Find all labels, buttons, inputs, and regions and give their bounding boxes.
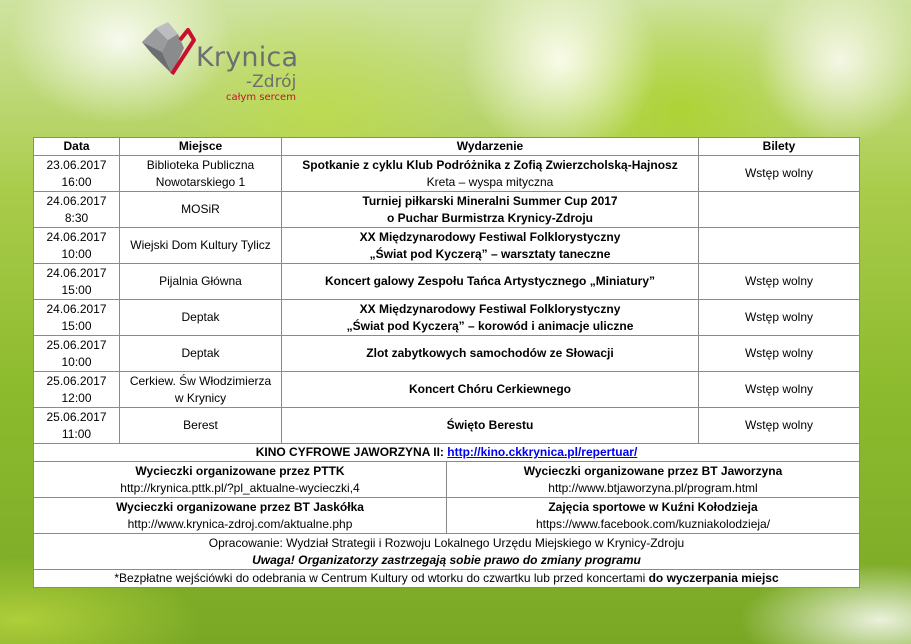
tickets-note-cell	[34, 570, 860, 588]
event-date-cell	[34, 336, 120, 372]
event-tickets: Wstęp wolny	[699, 336, 860, 372]
event-date: 24.06.2017	[46, 229, 107, 244]
event-title: Święto Berestu	[282, 408, 699, 444]
cinema-row	[34, 444, 860, 462]
event-time: 10:00	[61, 246, 92, 261]
trip-cell	[34, 462, 447, 498]
tickets-note-row	[34, 570, 860, 588]
table-row	[34, 408, 860, 444]
event-date-cell	[34, 408, 120, 444]
footer-cell	[34, 534, 860, 570]
event-place: Biblioteka Publiczna	[146, 157, 255, 172]
event-tickets: Wstęp wolny	[699, 408, 860, 444]
event-date-cell	[34, 192, 120, 228]
event-time: 10:00	[61, 354, 92, 369]
logo-title: Krynica	[196, 42, 299, 73]
table-header-row	[34, 138, 860, 156]
event-place-cell	[120, 156, 282, 192]
cinema-cell	[34, 444, 860, 462]
tickets-note-bold: do wyczerpania miejsc	[648, 571, 779, 585]
event-title-cell	[282, 300, 699, 336]
trip-url[interactable]: http://krynica.pttk.pl/?pl_aktualne-wycieczki,4	[120, 480, 360, 495]
event-title-cell	[282, 228, 699, 264]
event-tickets	[699, 192, 860, 228]
events-table	[33, 137, 860, 588]
table-row	[34, 336, 860, 372]
event-tickets: Wstęp wolny	[699, 372, 860, 408]
event-time: 12:00	[61, 390, 92, 405]
event-place-line2: w Krynicy	[174, 390, 227, 405]
trip-title: Wycieczki organizowane przez PTTK	[135, 463, 345, 478]
trip-title: Wycieczki organizowane przez BT Jaworzyna	[523, 463, 783, 478]
event-date: 25.06.2017	[46, 373, 107, 388]
event-tickets: Wstęp wolny	[699, 156, 860, 192]
trip-url[interactable]: http://www.krynica-zdroj.com/aktualne.php	[127, 516, 353, 531]
event-title: XX Międzynarodowy Festiwal Folklorystyczny	[359, 301, 621, 316]
trip-url[interactable]: http://www.btjaworzyna.pl/program.html	[548, 480, 758, 495]
event-time: 15:00	[61, 318, 92, 333]
event-place: Berest	[120, 408, 282, 444]
trips-row	[34, 462, 860, 498]
event-date-cell	[34, 156, 120, 192]
event-date-cell	[34, 228, 120, 264]
event-subtitle: „Świat pod Kyczerą” – korowód i animacje uliczne	[346, 318, 634, 333]
table-row	[34, 300, 860, 336]
trips-row	[34, 498, 860, 534]
table-row	[34, 372, 860, 408]
event-title: Zlot zabytkowych samochodów ze Słowacji	[282, 336, 699, 372]
event-date-cell	[34, 300, 120, 336]
event-tickets	[699, 228, 860, 264]
event-title: Koncert galowy Zespołu Tańca Artystycznego „Miniatury”	[282, 264, 699, 300]
event-date: 24.06.2017	[46, 193, 107, 208]
event-date-cell	[34, 264, 120, 300]
event-place: Wiejski Dom Kultury Tylicz	[120, 228, 282, 264]
table-row	[34, 228, 860, 264]
event-date: 24.06.2017	[46, 265, 107, 280]
footer-row	[34, 534, 860, 570]
event-title: Koncert Chóru Cerkiewnego	[282, 372, 699, 408]
event-time: 8:30	[64, 210, 89, 225]
event-time: 16:00	[61, 174, 92, 189]
event-subtitle: Kreta – wyspa mityczna	[426, 174, 554, 189]
footer-note: Uwaga! Organizatorzy zastrzegają sobie prawo do zmiany programu	[252, 552, 641, 567]
footer-credit: Opracowanie: Wydział Strategii i Rozwoju Lokalnego Urzędu Miejskiego w Krynicy-Zdroju	[208, 535, 685, 550]
event-place: Deptak	[120, 336, 282, 372]
trip-cell	[34, 498, 447, 534]
event-place: MOSiR	[120, 192, 282, 228]
event-title: XX Międzynarodowy Festiwal Folklorystyczny	[359, 229, 621, 244]
logo-tagline: całym sercem	[226, 92, 296, 103]
event-tickets: Wstęp wolny	[699, 300, 860, 336]
event-title: Turniej piłkarski Mineralni Summer Cup 2017	[362, 193, 618, 208]
event-date-cell	[34, 372, 120, 408]
trip-title: Zajęcia sportowe w Kuźni Kołodzieja	[548, 499, 758, 514]
event-place: Cerkiew. Św Włodzimierza	[129, 373, 272, 388]
event-title-cell	[282, 192, 699, 228]
header-place: Miejsce	[120, 138, 282, 156]
cinema-link[interactable]: http://kino.ckkrynica.pl/repertuar/	[447, 445, 638, 459]
table-row	[34, 192, 860, 228]
header-date: Data	[34, 138, 120, 156]
table-row	[34, 264, 860, 300]
event-title-cell	[282, 156, 699, 192]
trip-cell	[447, 462, 860, 498]
event-place-cell	[120, 372, 282, 408]
krynica-zdroj-logo	[138, 18, 318, 106]
trip-title: Wycieczki organizowane przez BT Jaskółka	[116, 499, 364, 514]
event-subtitle: o Puchar Burmistrza Krynicy-Zdroju	[386, 210, 594, 225]
cinema-label: KINO CYFROWE JAWORZYNA II:	[255, 445, 448, 459]
event-place-line2: Nowotarskiego 1	[155, 174, 246, 189]
trip-cell	[447, 498, 860, 534]
event-time: 11:00	[61, 426, 92, 441]
event-time: 15:00	[61, 282, 92, 297]
event-title: Spotkanie z cyklu Klub Podróżnika z Zofią Zwierzcholską-Hajnosz	[302, 157, 678, 172]
tickets-note: *Bezpłatne wejściówki do odebrania w Centrum Kultury od wtorku do czwartku lub przed koncertami	[114, 571, 649, 585]
event-place: Pijalnia Główna	[120, 264, 282, 300]
header-tickets: Bilety	[699, 138, 860, 156]
event-place: Deptak	[120, 300, 282, 336]
trip-url[interactable]: https://www.facebook.com/kuzniakolodziejа/	[535, 516, 771, 531]
logo-subtitle: -Zdrój	[246, 72, 297, 92]
table-row	[34, 156, 860, 192]
event-date: 23.06.2017	[46, 157, 107, 172]
event-date: 25.06.2017	[46, 409, 107, 424]
event-tickets: Wstęp wolny	[699, 264, 860, 300]
event-subtitle: „Świat pod Kyczerą” – warsztaty taneczne	[369, 246, 611, 261]
header-event: Wydarzenie	[282, 138, 699, 156]
event-date: 24.06.2017	[46, 301, 107, 316]
event-date: 25.06.2017	[46, 337, 107, 352]
